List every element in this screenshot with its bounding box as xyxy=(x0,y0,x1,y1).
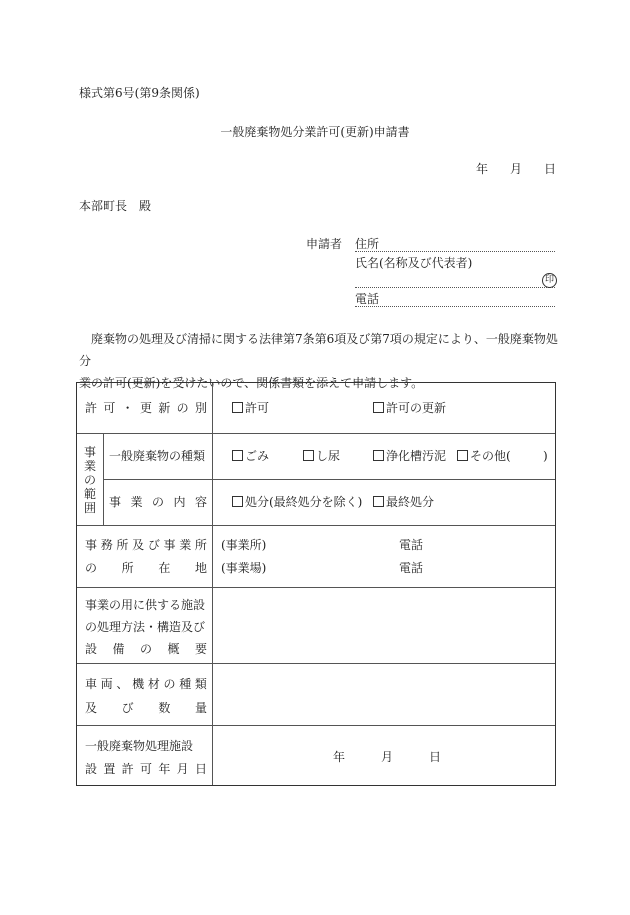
permit-date-day: 日 xyxy=(429,750,442,764)
scope-divider xyxy=(103,433,104,525)
row-divider xyxy=(77,525,555,526)
row-divider xyxy=(77,725,555,726)
addressee: 本部町長 殿 xyxy=(79,199,152,213)
form-number: 様式第6号(第9条関係) xyxy=(79,86,200,100)
row5-label-line3: 設 備 の 概 要 xyxy=(85,642,207,656)
phone-label: 電話 xyxy=(355,292,380,306)
office-phone-label: 電話 xyxy=(399,538,424,552)
row4-label-line1: 事 務 所 及 び 事 業 所 xyxy=(85,538,207,552)
checkbox[interactable] xyxy=(373,450,384,461)
row3-label: 事 業 の 内 容 xyxy=(109,495,207,509)
row7-label-line1: 一般廃棄物処理施設 xyxy=(85,739,194,753)
option-other[interactable]: その他( xyxy=(457,449,511,463)
permit-date-year: 年 xyxy=(333,750,346,764)
option-garbage[interactable]: ごみ xyxy=(232,449,269,463)
checkbox[interactable] xyxy=(373,496,384,507)
address-field[interactable] xyxy=(355,251,555,252)
option-disposal-nonfinal[interactable]: 処分(最終処分を除く) xyxy=(232,495,362,509)
checkbox[interactable] xyxy=(457,450,468,461)
row6-label-line1: 車 両 、 機 材 の 種 類 xyxy=(85,677,207,691)
applicant-label: 申請者 xyxy=(306,237,343,251)
checkbox[interactable] xyxy=(303,450,314,461)
application-table xyxy=(76,382,556,786)
form-title: 一般廃棄物処分業許可(更新)申請書 xyxy=(220,125,410,139)
body-text-line-2: 業の許可(更新)を受けたいので、関係書類を添えて申請します。 xyxy=(79,376,424,390)
row1-label: 許 可 ・ 更 新 の 別 xyxy=(85,401,207,415)
row5-label-line1: 事業の用に供する施設 xyxy=(85,598,206,612)
row-divider xyxy=(77,433,555,434)
row-divider xyxy=(77,587,555,588)
option-septic-sludge[interactable]: 浄化槽汚泥 xyxy=(373,449,446,463)
row5-label-line2: の処理方法・構造及び xyxy=(85,620,206,634)
option-permit[interactable]: 許可 xyxy=(232,401,269,415)
row2-label: 一般廃棄物の種類 xyxy=(109,449,206,463)
row-divider xyxy=(103,479,555,480)
seal-mark: 印 xyxy=(542,273,557,288)
checkbox[interactable] xyxy=(232,450,243,461)
option-renewal[interactable]: 許可の更新 xyxy=(373,401,446,415)
date-year-label: 年 xyxy=(476,162,489,176)
permit-date-month: 月 xyxy=(381,750,394,764)
option-final-disposal[interactable]: 最終処分 xyxy=(373,495,434,509)
name-label: 氏名(名称及び代表者) xyxy=(355,256,473,270)
scope-label: 事 業 の 範 囲 xyxy=(83,445,96,515)
option-other-close: ) xyxy=(543,449,548,463)
office-label: (事業所) xyxy=(221,538,267,552)
site-phone-label: 電話 xyxy=(399,561,424,575)
date-month-label: 月 xyxy=(510,162,523,176)
column-divider xyxy=(212,383,213,785)
body-text-line-1: 廃棄物の処理及び清掃に関する法律第7条第6項及び第7項の規定により、一般廃棄物処分 xyxy=(79,332,558,368)
date-day-label: 日 xyxy=(544,162,557,176)
name-field[interactable] xyxy=(355,287,555,288)
address-label: 住所 xyxy=(355,237,380,251)
phone-field[interactable] xyxy=(355,306,555,307)
checkbox[interactable] xyxy=(232,402,243,413)
checkbox[interactable] xyxy=(373,402,384,413)
checkbox[interactable] xyxy=(232,496,243,507)
row-divider xyxy=(77,663,555,664)
option-night-soil[interactable]: し尿 xyxy=(303,449,340,463)
row4-label-line2: の 所 在 地 xyxy=(85,561,207,575)
site-label: (事業場) xyxy=(221,561,267,575)
row7-label-line2: 設 置 許 可 年 月 日 xyxy=(85,762,207,776)
row6-label-line2: 及 び 数 量 xyxy=(85,701,207,715)
